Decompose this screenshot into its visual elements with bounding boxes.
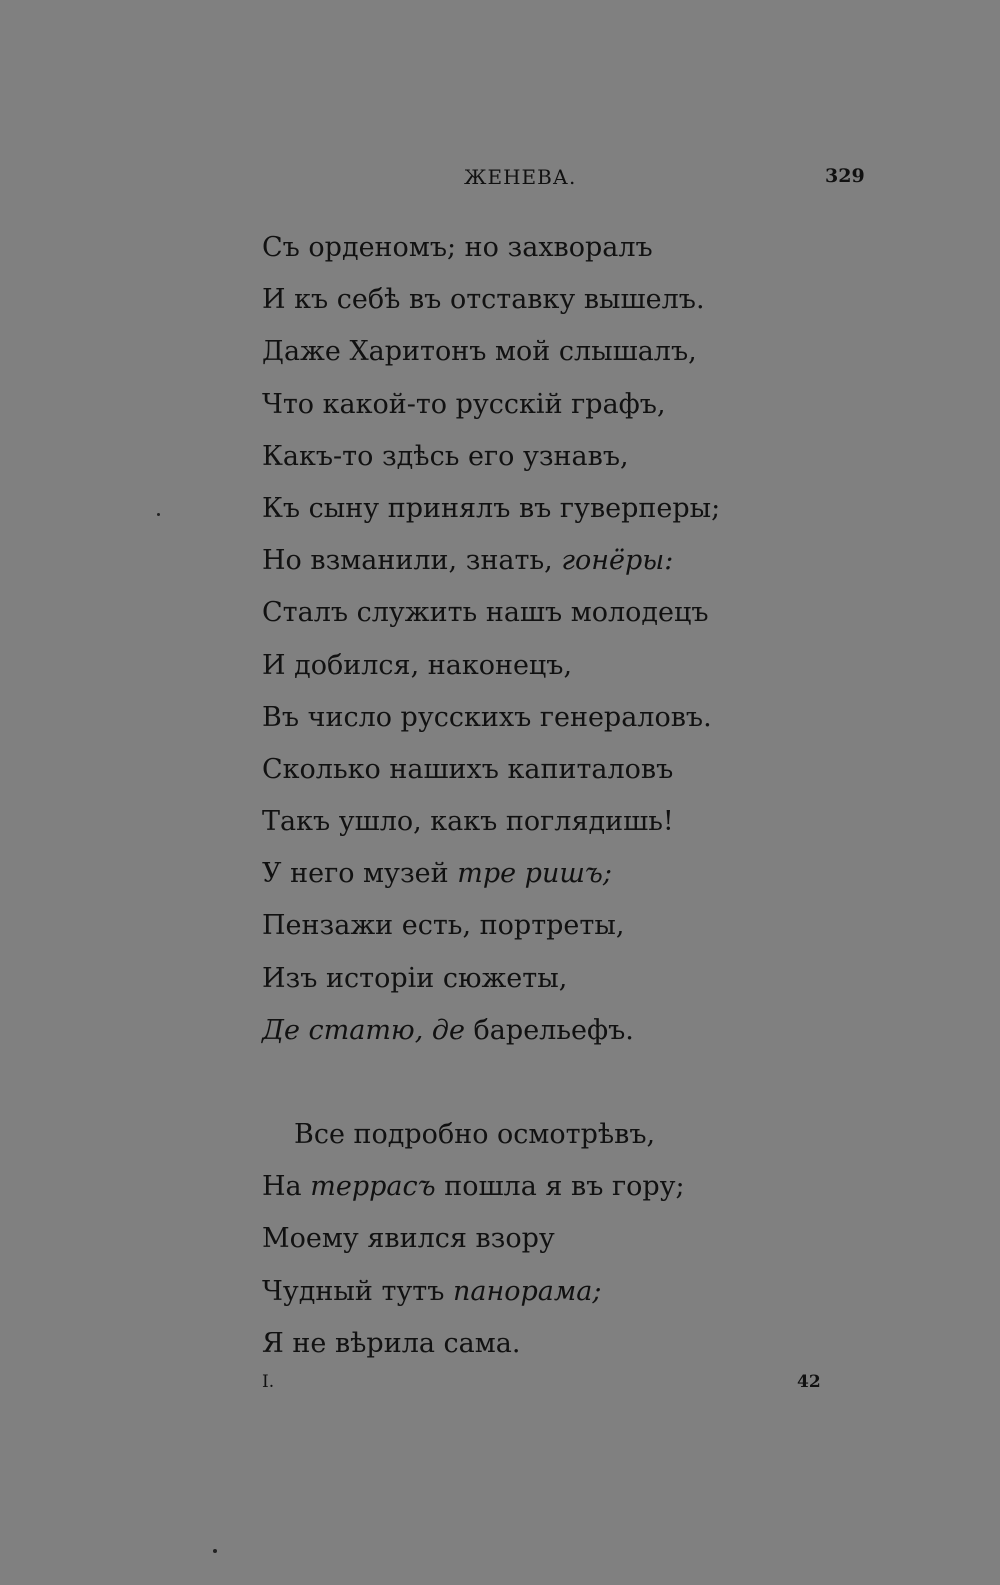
ink-speck: [157, 513, 160, 516]
italic-phrase: Де статю, де: [262, 1014, 465, 1046]
verse-line: [262, 1005, 822, 1057]
line-text: Моему явился взору: [262, 1223, 555, 1255]
verse-line: [262, 953, 822, 1005]
verse-line: [262, 848, 822, 900]
line-text: У него музей: [262, 858, 458, 890]
italic-phrase: террасъ: [310, 1171, 436, 1203]
verse-line: [262, 640, 822, 692]
poem-text: [262, 222, 822, 1370]
italic-phrase: тре ришъ;: [457, 858, 613, 890]
line-text: Но взманили, знать,: [262, 545, 562, 577]
line-text: Въ число русскихъ генераловъ.: [262, 701, 712, 733]
line-text: Такъ ушло, какъ поглядишь!: [262, 806, 674, 838]
line-text: Изъ исторіи сюжеты,: [262, 962, 568, 994]
verse-line: [262, 431, 822, 483]
line-text: Сколько нашихъ капиталовъ: [262, 753, 674, 785]
verse-line: [262, 692, 822, 744]
line-text: Даже Харитонъ мой слышалъ,: [262, 336, 697, 368]
line-text: Сталъ служить нашъ молодецъ: [262, 597, 709, 629]
verse-line: [262, 1109, 822, 1161]
page-number: 329: [825, 165, 865, 187]
line-text: Я не вѣрила сама.: [262, 1327, 521, 1359]
verse-line: [262, 900, 822, 952]
signature-mark: I.: [262, 1372, 275, 1392]
verse-line: [262, 483, 822, 535]
verse-line: [262, 1161, 822, 1213]
signature-number: 42: [797, 1372, 821, 1392]
verse-line: [262, 1318, 822, 1370]
running-head: [0, 165, 1000, 195]
line-text: Все подробно осмотрѣвъ,: [294, 1119, 656, 1150]
line-text: И къ себѣ въ отставку вышелъ.: [262, 284, 705, 316]
stanza-2: [262, 1109, 822, 1370]
line-text: Къ сыну принялъ въ гуверперы;: [262, 492, 721, 524]
running-title: ЖЕНЕВА.: [464, 165, 577, 189]
line-text: Съ орденомъ; но захворалъ: [262, 232, 653, 263]
verse-line: [262, 222, 822, 274]
verse-line: [262, 744, 822, 796]
line-text: барельефъ.: [464, 1014, 634, 1046]
verse-line: [262, 379, 822, 431]
line-text: пошла я въ гору;: [435, 1171, 685, 1203]
line-text: Чудный тутъ: [262, 1275, 453, 1307]
verse-line: [262, 1266, 822, 1318]
italic-phrase: гонёры:: [561, 545, 674, 577]
italic-phrase: панорама;: [452, 1275, 602, 1307]
page-footer: [0, 1372, 1000, 1398]
line-text: И добился, наконецъ,: [262, 649, 573, 681]
verse-line: [262, 796, 822, 848]
stanza-1: [262, 222, 822, 1057]
verse-line: [262, 326, 822, 378]
verse-line: [262, 587, 822, 639]
verse-line: [262, 1213, 822, 1265]
line-text: Какъ-то здѣсь его узнавъ,: [262, 440, 629, 472]
verse-line: [262, 535, 822, 587]
verse-line: [262, 274, 822, 326]
ink-speck: [213, 1549, 217, 1553]
line-text: Что какой-то русскій графъ,: [262, 388, 666, 420]
line-text: Пензажи есть, портреты,: [262, 910, 625, 942]
line-text: На: [262, 1171, 311, 1203]
